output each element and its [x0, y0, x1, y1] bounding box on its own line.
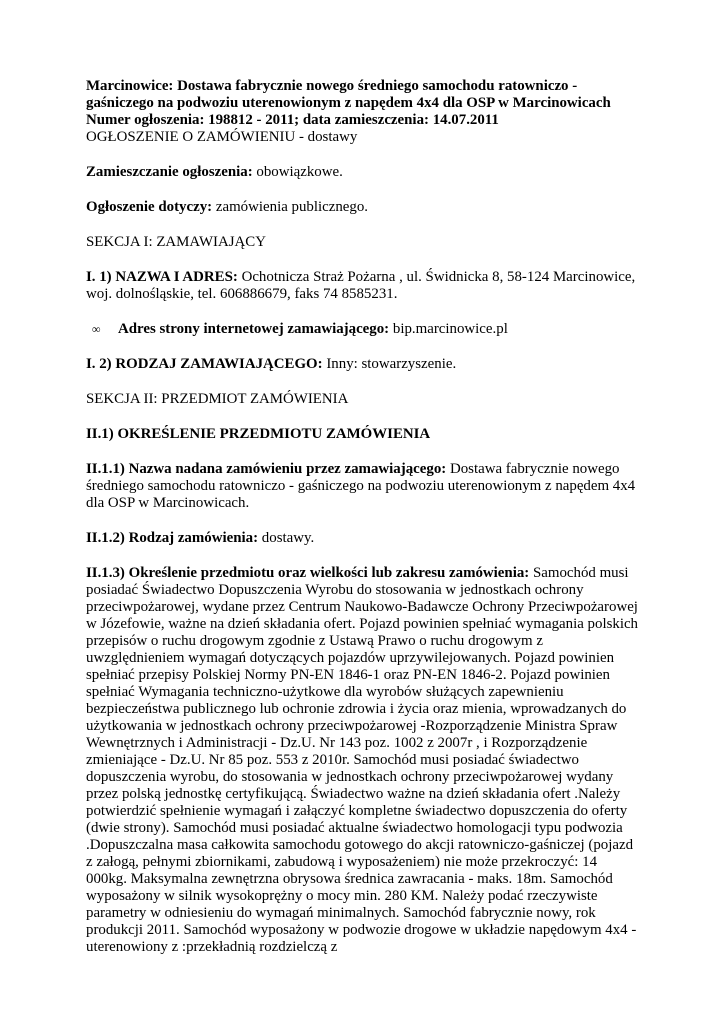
order-name-row [86, 461, 638, 512]
placement-row [86, 164, 638, 181]
section-2-heading: SEKCJA II: PRZEDMIOT ZAMÓWIENIA [86, 391, 349, 407]
order-kind-row [86, 530, 638, 547]
document-title-block [86, 78, 638, 146]
order-scope-value: Samochód musi posiadać Świadectwo Dopuszczenia Wyrobu do stosowania w jednostkach ochrony przeciwpożarowej, wydane przez Centrum Naukowo-Badawcze Ochrony Przeciwpożarowej w Józefowie, ważne na dzień składania ofert. Pojazd powinien spełniać wymagania polskich przepisów o ruchu drogowym zgodnie z Ustawą Prawo o ruchu drogowym z uwzględnieniem wymagań dotyczących pojazdów uprzywilejowanych. Pojazd powinien spełniać przepisy Polskiej Normy PN-EN 1846-1 oraz PN-EN 1846-2. Pojazd powinien spełniać Wymagania techniczno-użytkowe dla wyrobów służących zapewnieniu bezpieczeństwa publicznego lub ochronie zdrowia i życia oraz mienia, wprowadzanych do użytkowania w jednostkach ochrony przeciwpożarowej -Rozporządzenie Ministra Spraw Wewnętrznych i Administracji - Dz.U. Nr 143 poz. 1002 z 2007r , i Rozporządzenie zmieniające - Dz.U. Nr 85 poz. 553 z 2010r. Samochód musi posiadać świadectwo dopuszczenia wyrobu, do stosowania w jednostkach ochrony przeciwpożarowej wydany przez polską jednostkę certyfikującą. Świadectwo ważne na dzień składania ofert .Należy potwierdzić spełnienie wymagań i załączyć kompletne świadectwo dopuszczenia do oferty (dwie strony). Samochód musi posiadać aktualne świadectwo homologacji typu podwozia .Dopuszczalna masa całkowita samochodu gotowego do akcji ratowniczo-gaśniczej (pojazd z załogą, pełnymi zbiornikami, zabudową i wyposażeniem) nie może przekroczyć: 14 000kg. Maksymalna zewnętrzna obrysowa średnica zawracania - maks. 18m. Samochód wyposażony w silnik wysokoprężny o mocy min. 280 KM. Należy podać rzeczywiste parametry w odniesieniu do wymagań minimalnych. Samochód fabrycznie nowy, rok produkcji 2011. Samochód wyposażony w podwozie drogowe w układzie napędowym 4x4 -uterenowiony z :przekładnią rozdzielczą z [86, 565, 639, 955]
bullet-infinity-icon: ∞ [92, 322, 101, 336]
title-line-3: Numer ogłoszenia: 198812 - 2011; data zamieszczenia: 14.07.2011 [86, 112, 499, 128]
order-kind-label: II.1.2) Rodzaj zamówienia: [86, 530, 259, 546]
contracting-type-row [86, 356, 638, 373]
order-kind-value: dostawy. [261, 530, 315, 546]
title-line-1: Marcinowice: Dostawa fabrycznie nowego średniego samochodu ratowniczo - [86, 78, 578, 94]
notice-type: OGŁOSZENIE O ZAMÓWIENIU - dostawy [86, 129, 358, 145]
website-label: Adres strony internetowej zamawiającego: [118, 321, 390, 337]
order-scope-label: II.1.3) Określenie przedmiotu oraz wielkości lub zakresu zamówienia: [86, 565, 530, 581]
placement-value: obowiązkowe. [256, 164, 343, 180]
order-scope-row [86, 565, 638, 956]
name-address-label: I. 1) NAZWA I ADRES: [86, 269, 238, 285]
section-2-subheading: II.1) OKREŚLENIE PRZEDMIOTU ZAMÓWIENIA [86, 426, 431, 442]
contracting-type-label: I. 2) RODZAJ ZAMAWIAJĄCEGO: [86, 356, 323, 372]
concerns-row [86, 199, 638, 216]
title-line-2: gaśniczego na podwoziu uterenowionym z napędem 4x4 dla OSP w Marcinowicach [86, 95, 611, 111]
website-link[interactable]: bip.marcinowice.pl [392, 321, 508, 337]
contracting-type-value: Inny: stowarzyszenie. [326, 356, 457, 372]
name-address-row [86, 269, 638, 303]
concerns-label: Ogłoszenie dotyczy: [86, 199, 213, 215]
section-1-heading: SEKCJA I: ZAMAWIAJĄCY [86, 234, 266, 250]
order-name-value: Dostawa fabrycznie nowego średniego samochodu ratowniczo - gaśniczego na podwoziu uterenowionym z napędem 4x4 dla OSP w Marcinowicach. [86, 461, 636, 511]
concerns-value: zamówienia publicznego. [215, 199, 369, 215]
order-name-label: II.1.1) Nazwa nadana zamówieniu przez zamawiającego: [86, 461, 447, 477]
placement-label: Zamieszczanie ogłoszenia: [86, 164, 253, 180]
name-address-value: Ochotnicza Straż Pożarna , ul. Świdnicka 8, 58-124 Marcinowice, woj. dolnośląskie, tel. 606886679, faks 74 8585231. [86, 269, 636, 302]
website-item [86, 321, 638, 338]
